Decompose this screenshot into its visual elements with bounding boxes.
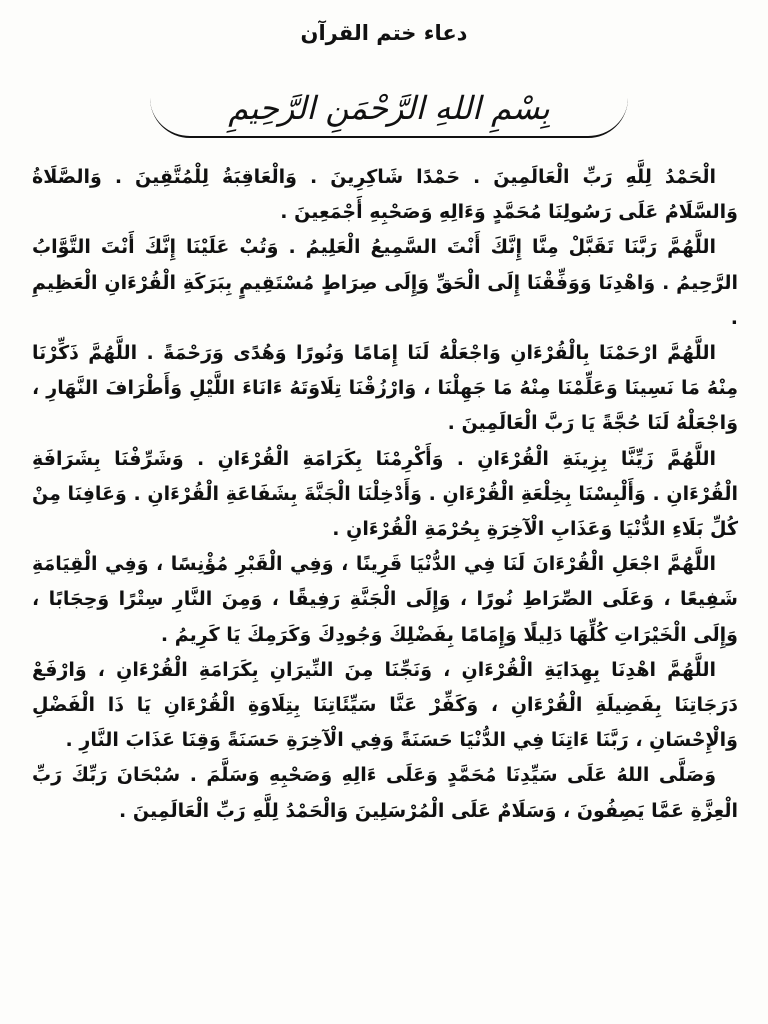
paragraph-5: اللَّهُمَّ اجْعَلِ الْقُرْءَانَ لَنَا فِي الدُّنْيَا قَرِينًا ، وَفِي الْقَبْرِ مُؤْنِسًا ، وَفِي الْقِيَامَةِ شَفِيعًا ، وَعَلَى الصِّرَاطِ نُورًا ، وَإِلَى الْجَنَّةِ رَفِيقًا ، وَمِنَ النَّارِ سِتْرًا وَحِجَابًا ، وَإِلَى الْخَيْرَاتِ كُلِّهَا دَلِيلًا وَإِمَامًا بِفَضْلِكَ وَجُودِكَ وَكَرَمِكَ يَا كَرِيمُ . — [32, 553, 738, 646]
paragraph-4: اللَّهُمَّ زَيِّنَّا بِزِينَةِ الْقُرْءَانِ . وَأَكْرِمْنَا بِكَرَامَةِ الْقُرْءَانِ . وَشَرِّفْنَا بِشَرَافَةِ الْقُرْءَانِ . وَأَلْبِسْنَا بِخِلْعَةِ الْقُرْءَانِ . وَأَدْخِلْنَا الْجَنَّةَ بِشَفَاعَةِ الْقُرْءَانِ . وَعَافِنَا مِنْ كُلِّ بَلَاءِ الدُّنْيَا وَعَذَابِ الْآخِرَةِ بِحُرْمَةِ الْقُرْءَانِ . — [32, 447, 738, 541]
basmala-heading: بِسْمِ اللهِ الرَّحْمَنِ الرَّحِيمِ — [150, 80, 628, 138]
paragraph-7: وَصَلَّى اللهُ عَلَى سَيِّدِنَا مُحَمَّدٍ وَعَلَى ءَالِهِ وَصَحْبِهِ وَسَلَّمَ . سُبْحَانَ رَبِّكَ رَبِّ الْعِزَّةِ عَمَّا يَصِفُونَ ، وَسَلَامٌ عَلَى الْمُرْسَلِينَ وَالْحَمْدُ لِلَّهِ رَبِّ الْعَالَمِينَ . — [32, 764, 738, 822]
page-title: دعاء ختم القرآن — [300, 21, 468, 45]
paragraph-6: اللَّهُمَّ اهْدِنَا بِهِدَايَةِ الْقُرْءَانِ ، وَنَجِّنَا مِنَ النِّيرَانِ بِكَرَامَةِ الْقُرْءَانِ ، وَارْفَعْ دَرَجَاتِنَا بِفَضِيلَةِ الْقُرْءَانِ ، وَكَفِّرْ عَنَّا سَيِّئَاتِنَا بِتِلَاوَةِ الْقُرْءَانِ يَا ذَا الْفَضْلِ وَالْإِحْسَانِ ، رَبَّنَا ءَاتِنَا فِي الدُّنْيَا حَسَنَةً وَفِي الْآخِرَةِ حَسَنَةً وَقِنَا عَذَابَ النَّارِ . — [32, 658, 738, 752]
paragraph-1: الْحَمْدُ لِلَّهِ رَبِّ الْعَالَمِينَ . حَمْدًا شَاكِرِينَ . وَالْعَاقِبَةُ لِلْمُتَّقِينَ . وَالصَّلَاةُ وَالسَّلَامُ عَلَى رَسُولِنَا مُحَمَّدٍ وَءَالِهِ وَصَحْبِهِ أَجْمَعِينَ . — [32, 166, 738, 224]
prayer-body — [32, 160, 738, 829]
paragraph-2: اللَّهُمَّ رَبَّنَا تَقَبَّلْ مِنَّا إِنَّكَ أَنْتَ السَّمِيعُ الْعَلِيمُ . وَتُبْ عَلَيْنَا إِنَّكَ أَنْتَ التَّوَّابُ الرَّحِيمُ . وَاهْدِنَا وَوَفِّقْنَا إِلَى الْحَقِّ وَإِلَى صِرَاطٍ مُسْتَقِيمٍ بِبَرَكَةِ الْقُرْءَانِ الْعَظِيمِ . — [32, 236, 738, 329]
paragraph-3: اللَّهُمَّ ارْحَمْنَا بِالْقُرْءَانِ وَاجْعَلْهُ لَنَا إِمَامًا وَنُورًا وَهُدًى وَرَحْمَةً . اللَّهُمَّ ذَكِّرْنَا مِنْهُ مَا نَسِينَا وَعَلِّمْنَا مِنْهُ مَا جَهِلْنَا ، وَارْزُقْنَا تِلَاوَتَهُ ءَانَاءَ اللَّيْلِ وَأَطْرَافَ النَّهَارِ ، وَاجْعَلْهُ لَنَا حُجَّةً يَا رَبَّ الْعَالَمِينَ . — [32, 342, 738, 435]
